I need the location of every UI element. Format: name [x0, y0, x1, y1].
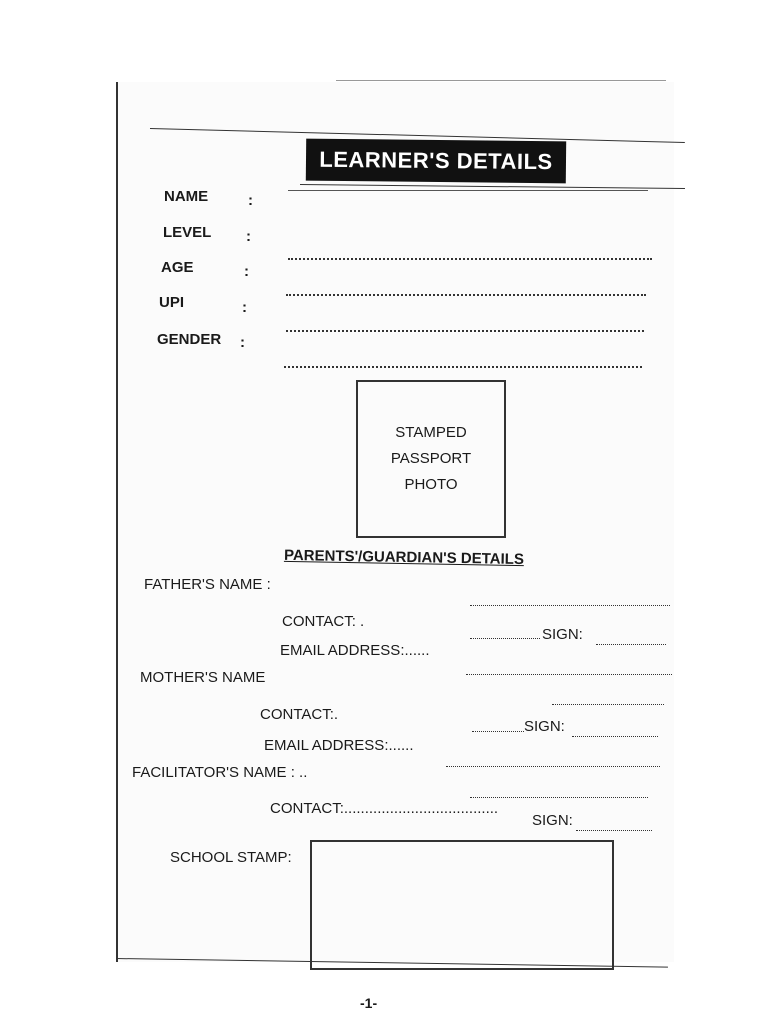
upi-label: UPI — [159, 294, 185, 311]
mother-email-field[interactable] — [446, 766, 660, 767]
mother-sign-label: SIGN: — [524, 718, 565, 735]
father-name-label: FATHER'S NAME : — [144, 576, 271, 593]
photo-line-1: STAMPED — [395, 424, 467, 441]
father-contact-field[interactable] — [470, 638, 540, 639]
mother-email-label: EMAIL ADDRESS:...... — [264, 737, 414, 754]
facilitator-sign-field[interactable] — [576, 830, 652, 831]
father-contact-label: CONTACT: . — [282, 613, 365, 630]
mother-name-field[interactable] — [552, 704, 664, 705]
level-field[interactable] — [288, 258, 652, 260]
father-sign-field[interactable] — [596, 644, 666, 645]
photo-line-2: PASSPORT — [390, 450, 472, 467]
father-sign-label: SIGN: — [542, 626, 583, 643]
name-label: NAME — [164, 188, 209, 205]
mother-contact-field[interactable] — [472, 731, 524, 732]
father-email-field[interactable] — [466, 674, 672, 675]
gender-label: GENDER — [157, 331, 222, 348]
father-name-field[interactable] — [470, 605, 670, 606]
learner-details-title: LEARNER'S DETAILS — [306, 139, 566, 184]
parents-details-title: PARENTS'/GUARDIAN'S DETAILS — [283, 546, 525, 569]
mother-name-label: MOTHER'S NAME — [140, 669, 266, 686]
facilitator-sign-label: SIGN: — [532, 812, 573, 829]
age-label: AGE — [161, 259, 194, 276]
name-colon: : — [248, 192, 253, 209]
school-stamp-label: SCHOOL STAMP: — [170, 849, 292, 866]
age-field[interactable] — [286, 294, 646, 296]
mother-sign-field[interactable] — [572, 736, 658, 737]
name-field[interactable] — [288, 190, 648, 191]
gender-field[interactable] — [284, 366, 642, 368]
top-rule — [336, 80, 666, 81]
passport-photo-box — [356, 380, 506, 538]
gender-colon: : — [240, 334, 245, 351]
facilitator-name-field[interactable] — [470, 797, 648, 798]
upi-field[interactable] — [286, 330, 644, 332]
school-stamp-box — [310, 840, 614, 970]
age-colon: : — [244, 263, 249, 280]
photo-line-3: PHOTO — [404, 476, 458, 493]
upi-colon: : — [242, 299, 247, 316]
mother-contact-label: CONTACT:. — [260, 706, 339, 723]
facilitator-contact-label: CONTACT:..................................... — [270, 800, 499, 817]
facilitator-name-label: FACILITATOR'S NAME : .. — [132, 764, 308, 781]
level-colon: : — [246, 228, 251, 245]
father-email-label: EMAIL ADDRESS:...... — [280, 642, 430, 659]
page-number: -1- — [360, 995, 378, 1011]
level-label: LEVEL — [163, 224, 212, 241]
